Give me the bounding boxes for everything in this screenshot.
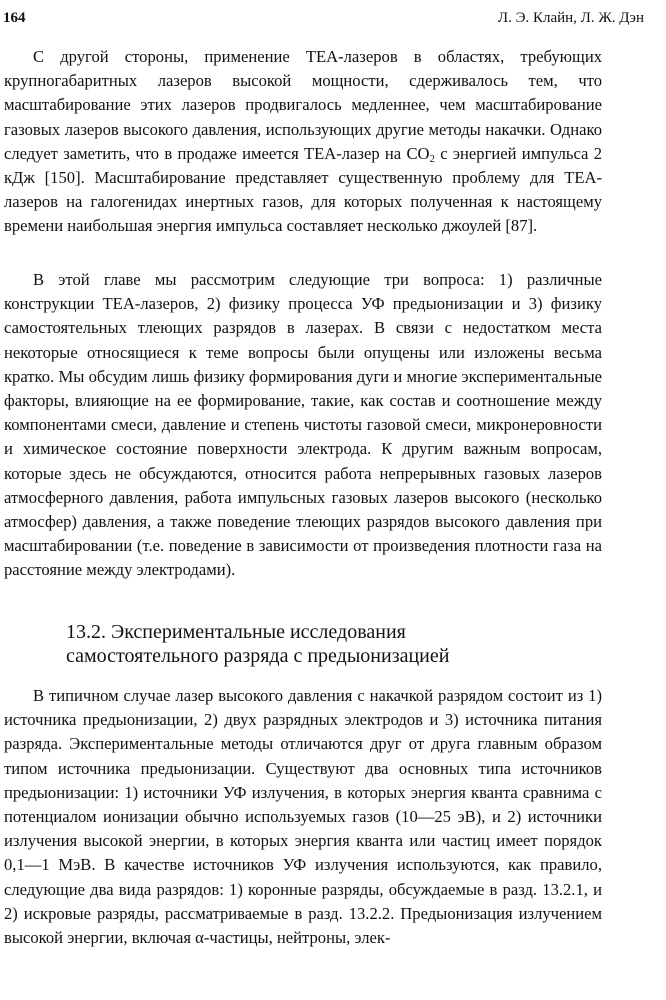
paragraph-text-start: С другой стороны, применение ТЕА-лазеров в областях, требующих крупногабаритных лазеров высокой мощности, сдерживалось тем, что масштабирование этих лазеров продвигалось медленнее, чем масштабирование газовых лазеров высокого давления, использующих другие методы накачки. Однако следует заметить, что в продаже имеется ТЕА-лазер на xyxy=(4,47,602,163)
section-heading xyxy=(66,620,586,668)
paragraph-text-end: с энергией импульса 2 кДж [150]. Масштабирование представляет существенную проблему для ТЕА-лазеров на галогенидах инертных газов, для которых полученная к настоящему времени наибольшая энергия импульса составляет несколько джоулей [87]. xyxy=(4,143,602,236)
paragraph-preionization-sources: В типичном случае лазер высокого давления с накачкой разрядом состоит из 1) источника предыонизации, 2) двух разрядных электродов и 3) источника питания разряда. Экспериментальные методы отличаются друг от друга главным образом типом источника предыонизации. Существуют два основных типа источников предыонизации: 1) источники УФ излучения, в которых энергия кванта сравнима с потенциалом ионизации обычно используемых газов (10—25 эВ), и 2) источники излучения высокой энергии, в которых энергия кванта или частиц имеет порядок 0,1—1 МэВ. В качестве источников УФ излучения используются, как правило, следующие два вида разрядов: 1) коронные разряды, обсуждаемые в разд. 13.2.1, и 2) искровые разряды, рассматриваемые в разд. 13.2.2. Предыонизация излучением высокой энергии, включая α-частицы, нейтроны, элек- xyxy=(4,686,602,948)
section-heading-line-1: 13.2. Экспериментальные исследования xyxy=(66,621,406,643)
running-head xyxy=(0,10,666,32)
paragraph-tea-scaling xyxy=(4,45,602,239)
co2-formula-subscript: 2 xyxy=(429,152,435,165)
running-head-authors: Л. Э. Клайн, Л. Ж. Дэн xyxy=(497,10,644,26)
section-heading-line-2: самостоятельного разряда с предыонизацией xyxy=(66,645,450,667)
co2-formula-base: CO xyxy=(406,143,430,163)
co2-formula xyxy=(406,144,435,163)
paragraph-chapter-scope: В этой главе мы рассмотрим следующие три вопроса: 1) различные конструкции ТЕА-лазеров, 2) физику процесса УФ предыонизации и 3) физику самостоятельных тлеющих разрядов в лазерах. В связи с недостатком места некоторые относящиеся к теме вопросы были опущены или изложены весьма кратко. Мы обсудим лишь физику формирования дуги и многие экспериментальные факторы, влияющие на ее формирование, такие, как состав и соотношение между компонентами смеси, давление и степень чистоты газовой смеси, микронеровности и химическое состояние поверхности электрода. К другим важным вопросам, которые здесь не обсуждаются, относится работа непрерывных газовых лазеров атмосферного давления, работа импульсных газовых лазеров высокого (несколько атмосфер) давления, а также поведение тлеющих разрядов высокого давления при масштабировании (т.е. поведение в зависимости от произведения плотности газа на расстояние между электродами). xyxy=(4,270,602,580)
page-number: 164 xyxy=(3,10,26,26)
